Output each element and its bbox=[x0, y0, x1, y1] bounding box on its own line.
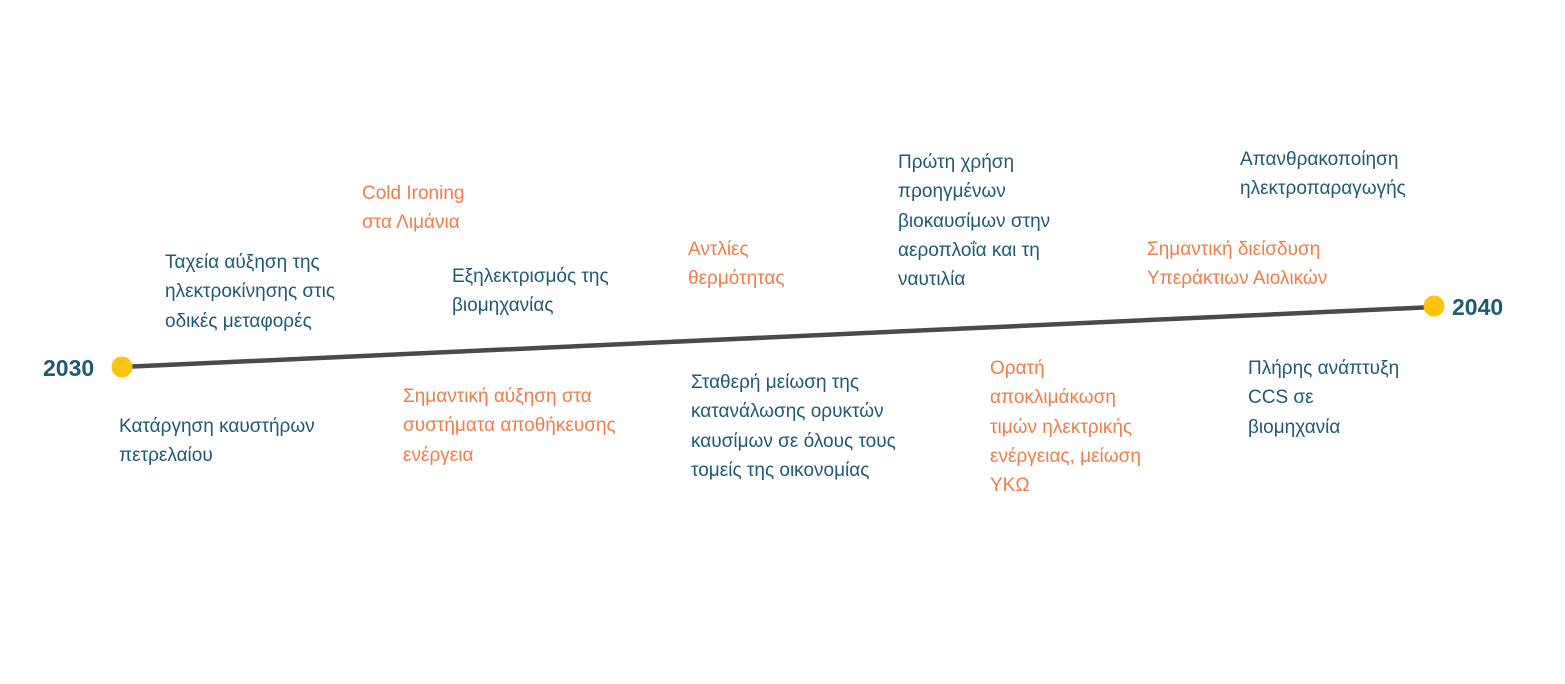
end-marker-dot bbox=[1424, 296, 1445, 317]
event-above-4: Αντλίες θερμότητας bbox=[688, 239, 785, 290]
event-below-3: Σταθερή μείωση της κατανάλωσης ορυκτών καυσίμων σε όλους τους τομείς της οικονομίας bbox=[691, 372, 896, 481]
event-below-4: Ορατή αποκλιμάκωση τιμών ηλεκτρικής ενέργειας, μείωση ΥΚΩ bbox=[990, 358, 1141, 497]
event-above-3: Εξηλεκτρισμός της βιομηχανίας bbox=[452, 266, 609, 317]
event-above-6: Σημαντική διείσδυση Υπεράκτιων Αιολικών bbox=[1147, 239, 1328, 290]
event-below-2: Σημαντική αύξηση στα συστήματα αποθήκευσης ενέργεια bbox=[403, 386, 616, 466]
event-above-7: Απανθρακοποίηση ηλεκτροπαραγωγής bbox=[1240, 149, 1406, 200]
event-below-1: Κατάργηση καυστήρων πετρελαίου bbox=[119, 416, 315, 467]
event-above-1: Ταχεία αύξηση της ηλεκτροκίνησης στις οδικές μεταφορές bbox=[165, 252, 336, 332]
start-marker-dot bbox=[112, 357, 133, 378]
event-below-5: Πλήρης ανάπτυξη CCS σε βιομηχανία bbox=[1248, 358, 1400, 438]
start-year-label: 2030 bbox=[43, 355, 95, 381]
end-year-label: 2040 bbox=[1452, 294, 1504, 320]
event-above-5: Πρώτη χρήση προηγμένων βιοκαυσίμων στην αεροπλοΐα και τη ναυτιλία bbox=[898, 152, 1051, 291]
event-above-2: Cold Ironing στα Λιμάνια bbox=[362, 183, 465, 234]
